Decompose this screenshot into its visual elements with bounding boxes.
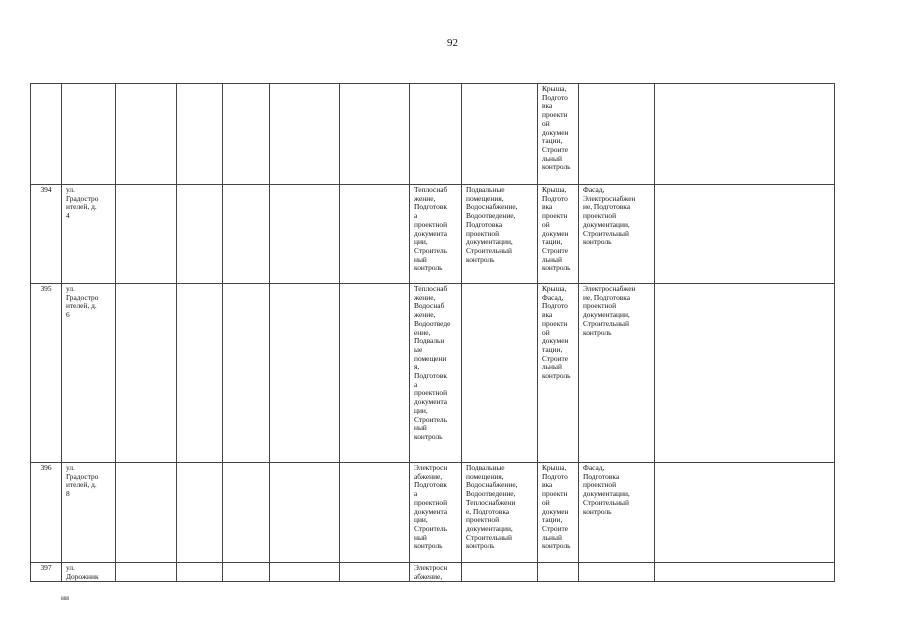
works-cell: [462, 563, 538, 582]
works-cell: Крыша, Подгото вка проектн ой докумен тации, Строите льный контроль: [538, 84, 579, 185]
table-cell: [223, 463, 270, 563]
works-cell: Фасад, Электроснабжен ие, Подготовка проектной документации, Строительный контроль: [579, 185, 655, 284]
works-cell: Электросн абжение,: [410, 563, 462, 582]
works-cell: Подвальные помещения, Водоснабжение, Водоотведение, Подготовка проектной документации, Строительный контроль: [462, 185, 538, 284]
table-cell: [177, 284, 223, 463]
works-cell: [462, 284, 538, 463]
table-cell: [655, 284, 835, 463]
address-overflow-text: ни: [61, 593, 69, 602]
works-cell: [579, 563, 655, 582]
table-cell: [223, 84, 270, 185]
address-cell: ул. Градостро ителей, д. 6: [62, 284, 116, 463]
works-cell: Теплоснаб жение, Водоснаб жение, Водоотведе ение, Подвальн ые помещени я, Подготовк а проектной документа ции, Строитель ный контроль: [410, 284, 462, 463]
works-cell: [462, 84, 538, 185]
table-cell: [116, 185, 177, 284]
table-row: [31, 185, 835, 284]
table-cell: [655, 463, 835, 563]
address-cell: [62, 84, 116, 185]
row-number-cell: 397: [31, 563, 62, 582]
table-cell: [655, 84, 835, 185]
table-cell: [223, 185, 270, 284]
works-cell: [410, 84, 462, 185]
table-cell: [116, 463, 177, 563]
address-cell: ул. Градостро ителей, д. 8: [62, 463, 116, 563]
works-cell: Подвальные помещения, Водоснабжение, Водоотведение, Теплоснабжени е, Подготовка проектной документации, Строительный контроль: [462, 463, 538, 563]
table-cell: [340, 463, 410, 563]
works-cell: Электросн абжение, Подготовк а проектной документа ции, Строитель ный контроль: [410, 463, 462, 563]
table-cell: [270, 84, 340, 185]
table-cell: [655, 563, 835, 582]
works-cell: Электроснабжен ие, Подготовка проектной документации, Строительный контроль: [579, 284, 655, 463]
address-cell: ул. Градостро ителей, д. 4: [62, 185, 116, 284]
row-number-cell: 394: [31, 185, 62, 284]
works-cell: [579, 84, 655, 185]
address-cell: ул. Дорожник: [62, 563, 116, 582]
table-cell: [177, 563, 223, 582]
table-cell: [270, 185, 340, 284]
page-number: 92: [447, 37, 458, 49]
repair-schedule-table: [30, 83, 835, 582]
row-number-cell: 396: [31, 463, 62, 563]
table-cell: [177, 463, 223, 563]
table-cell: [340, 563, 410, 582]
row-number-cell: 395: [31, 284, 62, 463]
table-row: [31, 463, 835, 563]
table-cell: [223, 284, 270, 463]
works-cell: Крыша, Подгото вка проектн ой докумен тации, Строите льный контроль: [538, 185, 579, 284]
table-cell: [270, 563, 340, 582]
table-row: [31, 284, 835, 463]
works-cell: Фасад, Подготовка проектной документации, Строительный контроль: [579, 463, 655, 563]
table-cell: [116, 563, 177, 582]
table-row: [31, 84, 835, 185]
table-cell: [177, 185, 223, 284]
table-cell: [270, 284, 340, 463]
works-cell: Крыша, Фасад, Подгото вка проектн ой докумен тации, Строите льный контроль: [538, 284, 579, 463]
table-cell: [340, 84, 410, 185]
table-cell: [223, 563, 270, 582]
table-cell: [270, 463, 340, 563]
table-cell: [340, 185, 410, 284]
table-cell: [655, 185, 835, 284]
table-cell: [116, 84, 177, 185]
table-cell: [177, 84, 223, 185]
row-number-cell: [31, 84, 62, 185]
table-cell: [340, 284, 410, 463]
works-cell: [538, 563, 579, 582]
works-cell: Теплоснаб жение, Подготовк а проектной документа ции, Строитель ный контроль: [410, 185, 462, 284]
works-cell: Крыша, Подгото вка проектн ой докумен тации, Строите льный контроль: [538, 463, 579, 563]
table-row: [31, 563, 835, 582]
table-cell: [116, 284, 177, 463]
